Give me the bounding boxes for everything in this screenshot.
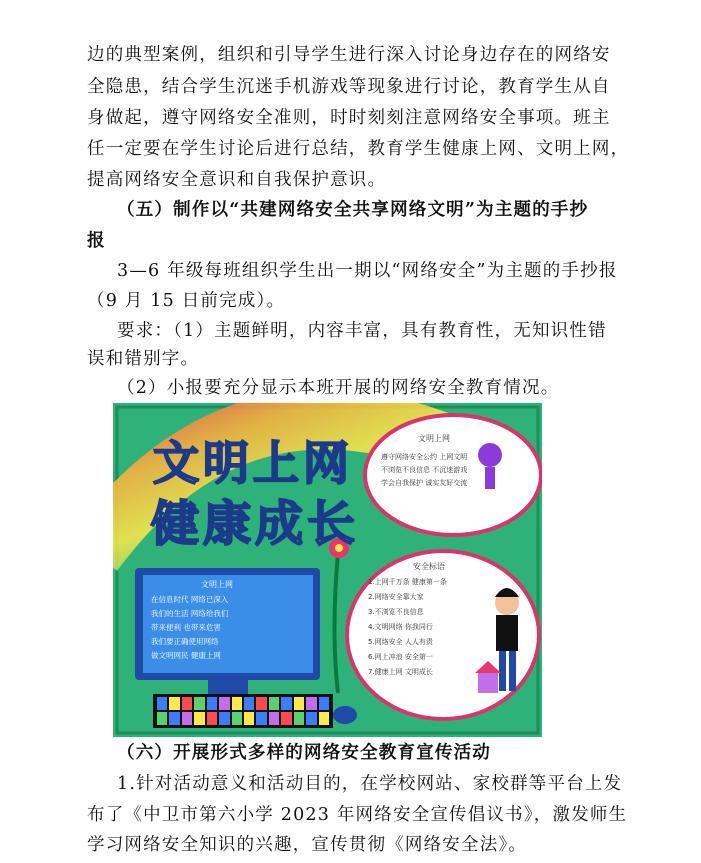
text-line: 3—6 年级每班组织学生出一期以“网络安全”为主题的手抄报 (117, 261, 618, 281)
cloud-text-line: 遵守网络安全公约 上网文明 (381, 453, 468, 461)
bubble-text-line: 2.网络安全靠大家 (368, 593, 424, 601)
cloud-text-line: 学会自我保护 诚实友好交流 (381, 479, 468, 487)
heading-line: 报 (87, 231, 106, 251)
bubble-text-line: 3.不浏览不良信息 (368, 608, 424, 616)
poster-title-line1: 文明上网 (153, 436, 353, 490)
text-line: 布了《中卫市第六小学 2023 年网络安全宣传倡议书》，激发师生 (87, 805, 628, 825)
screen-text-line: 我们的生活 网络给我们 (151, 609, 229, 618)
text-line: 边的典型案例，组织和引导学生进行深入讨论身边存在的网络安 (87, 45, 611, 65)
keyboard (157, 697, 329, 725)
text-line: 学习网络安全知识的兴趣，宣传贯彻《网络安全法》。 (87, 835, 528, 855)
cloud-text (381, 451, 467, 490)
bubble-text-line: 4.文明网络 你我同行 (368, 623, 433, 631)
section-heading-6: （六）开展形式多样的网络安全教育宣传活动 (117, 743, 491, 763)
cloud-title: 文明上网 (418, 434, 450, 443)
bubble-text (368, 575, 447, 680)
screen-text-line: 做文明网民 健康上网 (151, 651, 221, 660)
bubble-text-line: 1.上网千万条 健康第一条 (368, 578, 447, 586)
text-line: 全隐患，结合学生沉迷手机游戏等现象进行讨论，教育学生从自 (87, 77, 611, 97)
screen-text-line: 我们要正确使用网络 (151, 637, 219, 646)
bubble-text-line: 5.网络安全 人人有责 (368, 638, 433, 646)
bubble-text-line: 7.健康上网 文明成长 (368, 668, 433, 676)
screen-text (151, 593, 228, 663)
text-line: 提高网络安全意识和自我保护意识。 (87, 170, 387, 190)
poster-title-line2: 健康成长 (151, 496, 360, 552)
cloud-text-line: 不浏览不良信息 不沉迷游戏 (381, 466, 468, 474)
screen-text-line: 带来便利 也带来危害 (151, 623, 221, 632)
text-line: 要求：（1）主题鲜明，内容丰富，具有教育性，无知识性错 (117, 321, 607, 341)
bubble-text-line: 6.网上冲浪 安全第一 (368, 653, 433, 661)
screen-text-line: 在信息时代 网络已深入 (151, 595, 229, 604)
bubble-title: 安全标语 (413, 562, 445, 571)
text-line: 1.针对活动意义和活动目的，在学校网站、家校群等平台上发 (117, 774, 623, 794)
heading-line: （五）制作以“共建网络安全共享网络文明”为主题的手抄 (117, 200, 589, 220)
handwritten-poster-image (113, 403, 542, 737)
text-line: （9 月 15 日前完成）。 (87, 291, 286, 311)
text-line: 误和错别字。 (87, 349, 200, 369)
screen-title: 文明上网 (201, 580, 233, 589)
paragraph-requirement-2: （2）小报要充分显示本班开展的网络安全教育情况。 (117, 378, 560, 398)
text-line: 任一定要在学生讨论后进行总结，教育学生健康上网、文明上网， (87, 139, 630, 159)
text-line: 身做起，遵守网络安全准则，时时刻刻注意网络安全事项。班主 (87, 108, 611, 128)
